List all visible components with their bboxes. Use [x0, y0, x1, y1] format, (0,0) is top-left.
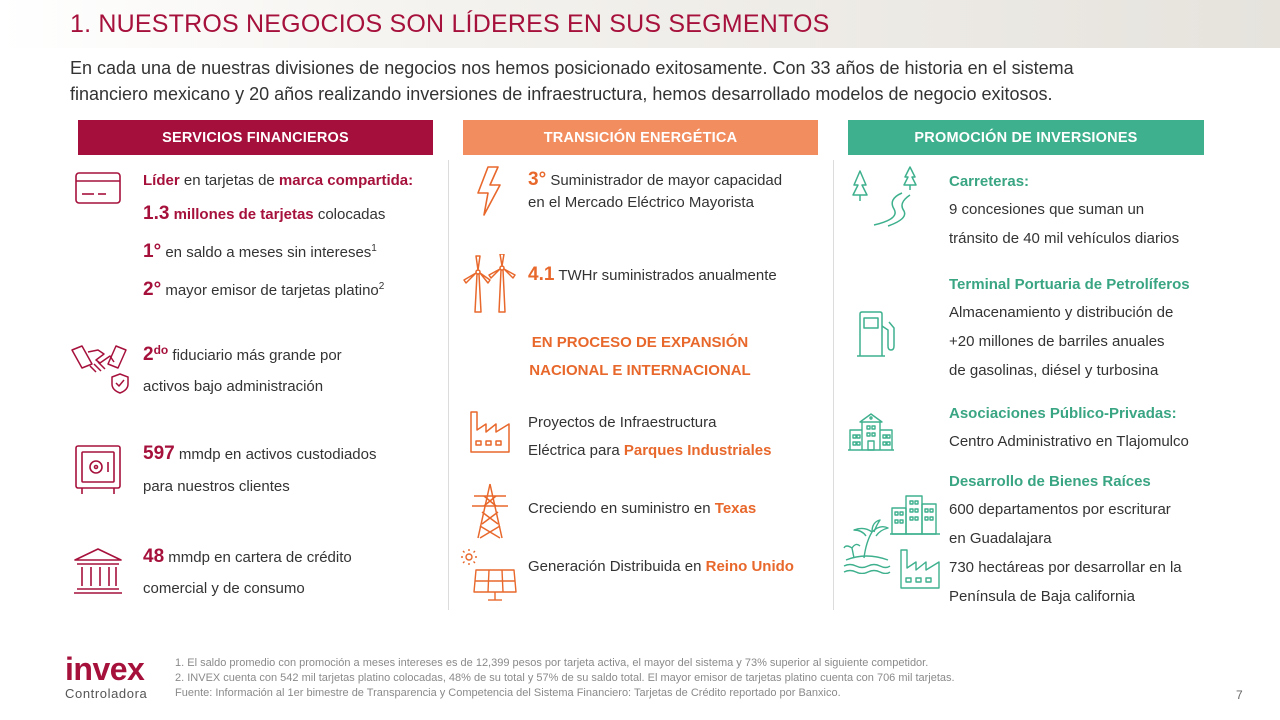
buildings-icon	[890, 494, 940, 536]
port-line-1: Almacenamiento y distribución de	[949, 304, 1174, 321]
credit-card-icon	[74, 170, 122, 206]
stat-rest: colocadas	[313, 206, 386, 223]
footnote-1: 1. El saldo promedio con promoción a meses intereses es de 12,399 pesos por tarjeta activa, el mayor del sistema y 73% superior al siguiente competidor.	[175, 657, 929, 669]
cards-leader-text	[143, 172, 413, 189]
credit-line-1	[143, 546, 352, 568]
intro-line-1: En cada una de nuestras divisiones de negocios nos hemos posicionado exitosamente. Con 33 años de historia en el sistema	[70, 58, 1074, 78]
app-line-1: Centro Administrativo en Tlajomulco	[949, 433, 1189, 450]
logo-subtitle: Controladora	[65, 686, 148, 701]
ordinal-suffix: do	[153, 343, 169, 357]
port-title: Terminal Portuaria de Petrolíferos	[949, 276, 1190, 293]
financial-services-header: SERVICIOS FINANCIEROS	[78, 120, 433, 155]
brand-label: marca compartida:	[278, 172, 414, 189]
footnote-ref: 1	[371, 243, 377, 254]
roads-title: Carreteras:	[949, 173, 1030, 190]
bank-icon	[72, 546, 124, 596]
parks-line-2	[528, 442, 771, 459]
column-divider	[448, 160, 449, 610]
footnotes	[175, 656, 955, 701]
power-tower-icon	[470, 482, 510, 540]
stat-number: 597	[143, 443, 175, 464]
invex-logo	[65, 651, 148, 701]
stat-number: 48	[143, 546, 165, 567]
supplier-text: Suministrador de mayor capacidad	[546, 172, 783, 189]
parks-text: Eléctrica para	[528, 442, 624, 459]
parks-highlight: Parques Industriales	[623, 442, 772, 459]
custody-line-2: para nuestros clientes	[143, 478, 290, 495]
expansion-line-1: EN PROCESO DE EXPANSIÓN	[531, 334, 749, 351]
twhr-line	[528, 264, 777, 286]
stat-number: 2°	[143, 279, 162, 300]
stat-number: 1°	[143, 241, 162, 262]
custody-line-1	[143, 443, 376, 465]
factory-small-icon	[898, 548, 942, 590]
uk-line	[528, 558, 794, 575]
wind-turbines-icon	[462, 254, 518, 314]
port-line-2: +20 millones de barriles anuales	[949, 333, 1165, 350]
real-estate-line-1: 600 departamentos por escriturar	[949, 501, 1171, 518]
cards-stat-2	[143, 241, 377, 263]
fiduciary-line-2: activos bajo administración	[143, 378, 324, 395]
uk-text: Generación Distribuida en	[528, 558, 706, 575]
uk-highlight: Reino Unido	[705, 558, 794, 575]
app-title: Asociaciones Público-Privadas:	[949, 405, 1177, 422]
expansion-heading	[495, 329, 785, 385]
fiduciary-line-1	[143, 343, 342, 366]
stat-rest: mayor emisor de tarjetas platino	[161, 282, 379, 299]
investment-promotion-header: PROMOCIÓN DE INVERSIONES	[848, 120, 1204, 155]
roads-line-2: tránsito de 40 mil vehículos diarios	[949, 230, 1180, 247]
stat-number: 1.3	[143, 203, 170, 224]
intro-text	[70, 55, 1190, 107]
credit-text: mmdp en cartera de crédito	[164, 549, 352, 566]
custody-text: mmdp en activos custodiados	[174, 446, 377, 463]
road-trees-icon	[850, 165, 920, 227]
supplier-line-1	[528, 169, 782, 191]
parks-line-1: Proyectos de Infraestructura	[528, 414, 717, 431]
safe-icon	[74, 444, 122, 496]
cards-stat-1	[143, 203, 385, 225]
lightning-icon	[474, 165, 504, 217]
energy-transition-header: TRANSICIÓN ENERGÉTICA	[463, 120, 818, 155]
solar-panel-icon	[460, 548, 518, 602]
footnote-source: Fuente: Información al 1er bimestre de Transparencia y Competencia del Sistema Financiero: Tarjetas de Crédito reportado por Banxico.	[175, 687, 841, 699]
stat-rest: en saldo a meses sin intereses	[161, 244, 372, 261]
twhr-text: TWHr suministrados anualmente	[554, 267, 777, 284]
island-palm-icon	[842, 518, 892, 574]
stat-number: 4.1	[528, 264, 555, 285]
real-estate-line-4: Península de Baja california	[949, 588, 1135, 605]
leader-label: Líder	[143, 172, 180, 189]
leader-rest: en tarjetas de	[179, 172, 279, 189]
real-estate-line-2: en Guadalajara	[949, 530, 1052, 547]
fiduciary-text: fiduciario más grande por	[168, 347, 342, 364]
real-estate-title: Desarrollo de Bienes Raíces	[949, 473, 1151, 490]
texas-highlight: Texas	[714, 500, 757, 517]
column-divider	[833, 160, 834, 610]
credit-line-2: comercial y de consumo	[143, 580, 305, 597]
cards-stat-3	[143, 279, 384, 301]
stat-number: 2	[143, 344, 154, 365]
page-number: 7	[1236, 688, 1243, 702]
logo-wordmark: invex	[65, 651, 145, 687]
page-title: 1. NUESTROS NEGOCIOS SON LÍDERES EN SUS SEGMENTOS	[70, 10, 830, 38]
fuel-pump-icon	[856, 310, 896, 358]
footnote-ref: 2	[378, 281, 385, 292]
intro-line-2: financiero mexicano y 20 años realizando inversiones de infraestructura, hemos desarrollado modelos de negocio exitosos.	[70, 84, 1053, 104]
footnote-2: 2. INVEX cuenta con 542 mil tarjetas platino colocadas, 48% de su total y 57% de su saldo total. El mayor emisor de tarjetas platino cuenta con 706 mil tarjetas.	[175, 672, 955, 684]
stat-number: 3°	[528, 169, 547, 190]
expansion-line-2: NACIONAL E INTERNACIONAL	[529, 362, 751, 379]
supplier-line-2: en el Mercado Eléctrico Mayorista	[528, 194, 754, 211]
public-building-icon	[848, 410, 894, 452]
factory-icon	[468, 408, 512, 454]
texas-line	[528, 500, 756, 517]
roads-line-1: 9 concesiones que suman un	[949, 201, 1145, 218]
texas-text: Creciendo en suministro en	[528, 500, 715, 517]
port-line-3: de gasolinas, diésel y turbosina	[949, 362, 1159, 379]
handshake-shield-icon	[70, 340, 132, 394]
stat-bold: millones de tarjetas	[169, 206, 314, 223]
real-estate-line-3: 730 hectáreas por desarrollar en la	[949, 559, 1182, 576]
